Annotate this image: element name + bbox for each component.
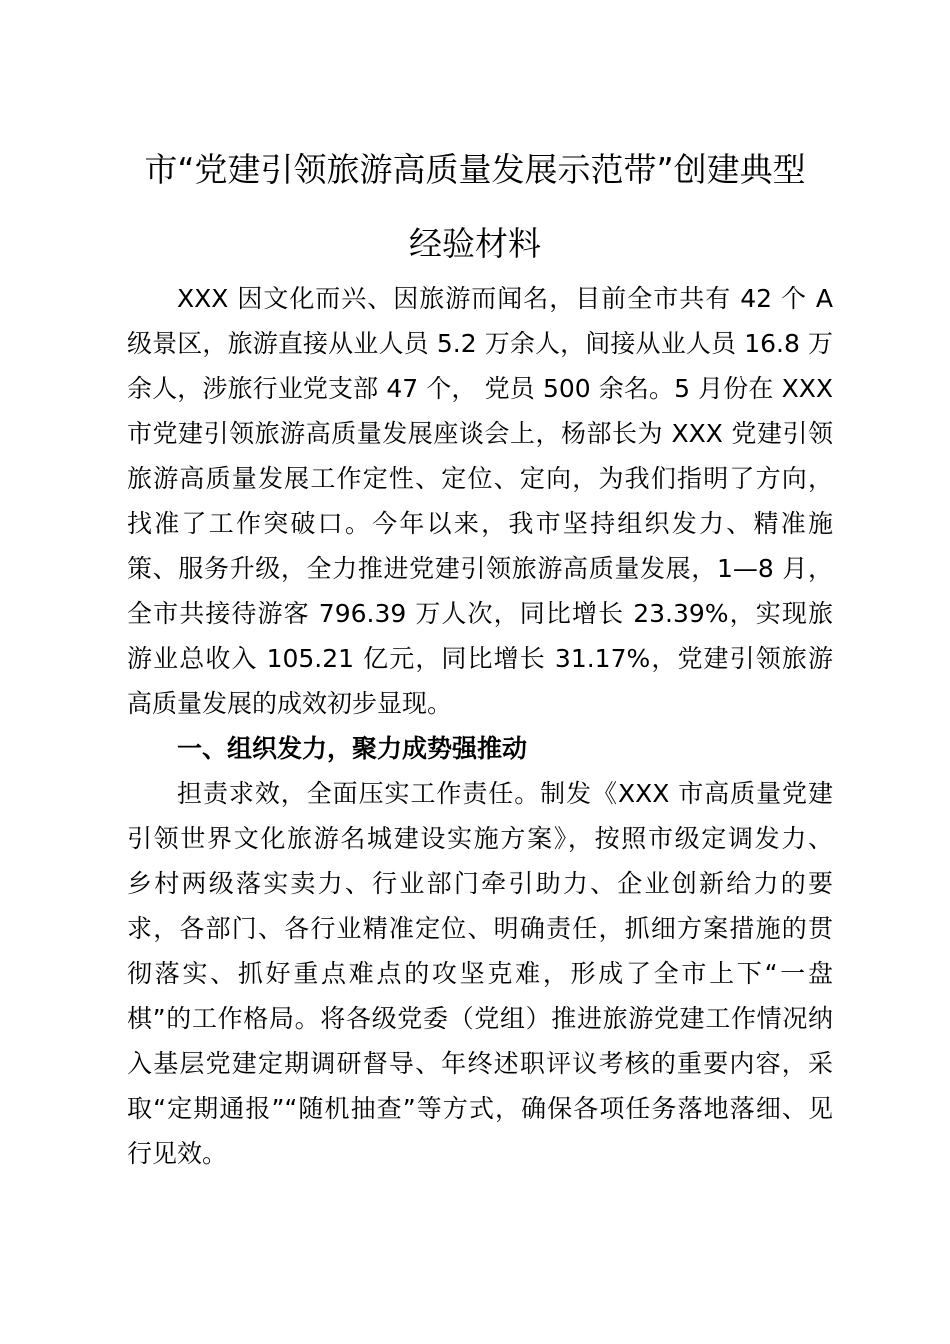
paragraph-2-line: 入基层党建定期调研督导、年终述职评议考核的重要内容，采 bbox=[127, 1049, 833, 1078]
document-title-line-2: 经验材料 bbox=[409, 224, 541, 263]
paragraph-2-line: 取“定期通报”“随机抽查”等方式，确保各项任务落地落细、见 bbox=[127, 1094, 833, 1123]
paragraph-1-line: 市党建引领旅游高质量发展座谈会上，杨部长为 XXX 党建引领 bbox=[127, 419, 833, 448]
paragraph-2-line: 引领世界文化旅游名城建设实施方案》，按照市级定调发力、 bbox=[127, 824, 833, 853]
paragraph-2-line: 彻落实、抓好重点难点的攻坚克难，形成了全市上下“一盘 bbox=[127, 959, 833, 988]
paragraph-1-line: 旅游高质量发展工作定性、定位、定向，为我们指明了方向， bbox=[127, 464, 833, 493]
paragraph-1-line: 游业总收入 105.21 亿元，同比增长 31.17%，党建引领旅游 bbox=[127, 644, 833, 673]
paragraph-1-line: 找准了工作突破口。今年以来，我市坚持组织发力、精准施 bbox=[127, 509, 833, 538]
paragraph-2-line: 行见效。 bbox=[127, 1139, 228, 1168]
paragraph-1-line: 余人，涉旅行业党支部 47 个， 党员 500 余名。5 月份在 XXX bbox=[127, 374, 833, 403]
section-heading: 一、组织发力，聚力成势强推动 bbox=[177, 734, 528, 763]
paragraph-2-line: 乡村两级落实卖力、行业部门牵引助力、企业创新给力的要 bbox=[127, 869, 833, 898]
paragraph-1-line: XXX 因文化而兴、因旅游而闻名，目前全市共有 42 个 A bbox=[177, 284, 833, 313]
paragraph-2-line: 求，各部门、各行业精准定位、明确责任，抓细方案措施的贯 bbox=[127, 914, 833, 943]
paragraph-1-line: 全市共接待游客 796.39 万人次，同比增长 23.39%，实现旅 bbox=[127, 599, 833, 628]
document-title-line-1: 市“党建引领旅游高质量发展示范带”创建典型 bbox=[144, 150, 806, 189]
paragraph-1-line: 高质量发展的成效初步显现。 bbox=[127, 689, 453, 718]
paragraph-2-line: 担责求效，全面压实工作责任。制发《XXX 市高质量党建 bbox=[177, 779, 833, 808]
paragraph-1-line: 级景区，旅游直接从业人员 5.2 万余人，间接从业人员 16.8 万 bbox=[127, 329, 833, 358]
paragraph-2-line: 棋”的工作格局。将各级党委（党组）推进旅游党建工作情况纳 bbox=[127, 1004, 833, 1033]
paragraph-1-line: 策、服务升级，全力推进党建引领旅游高质量发展，1—8 月， bbox=[127, 554, 833, 583]
